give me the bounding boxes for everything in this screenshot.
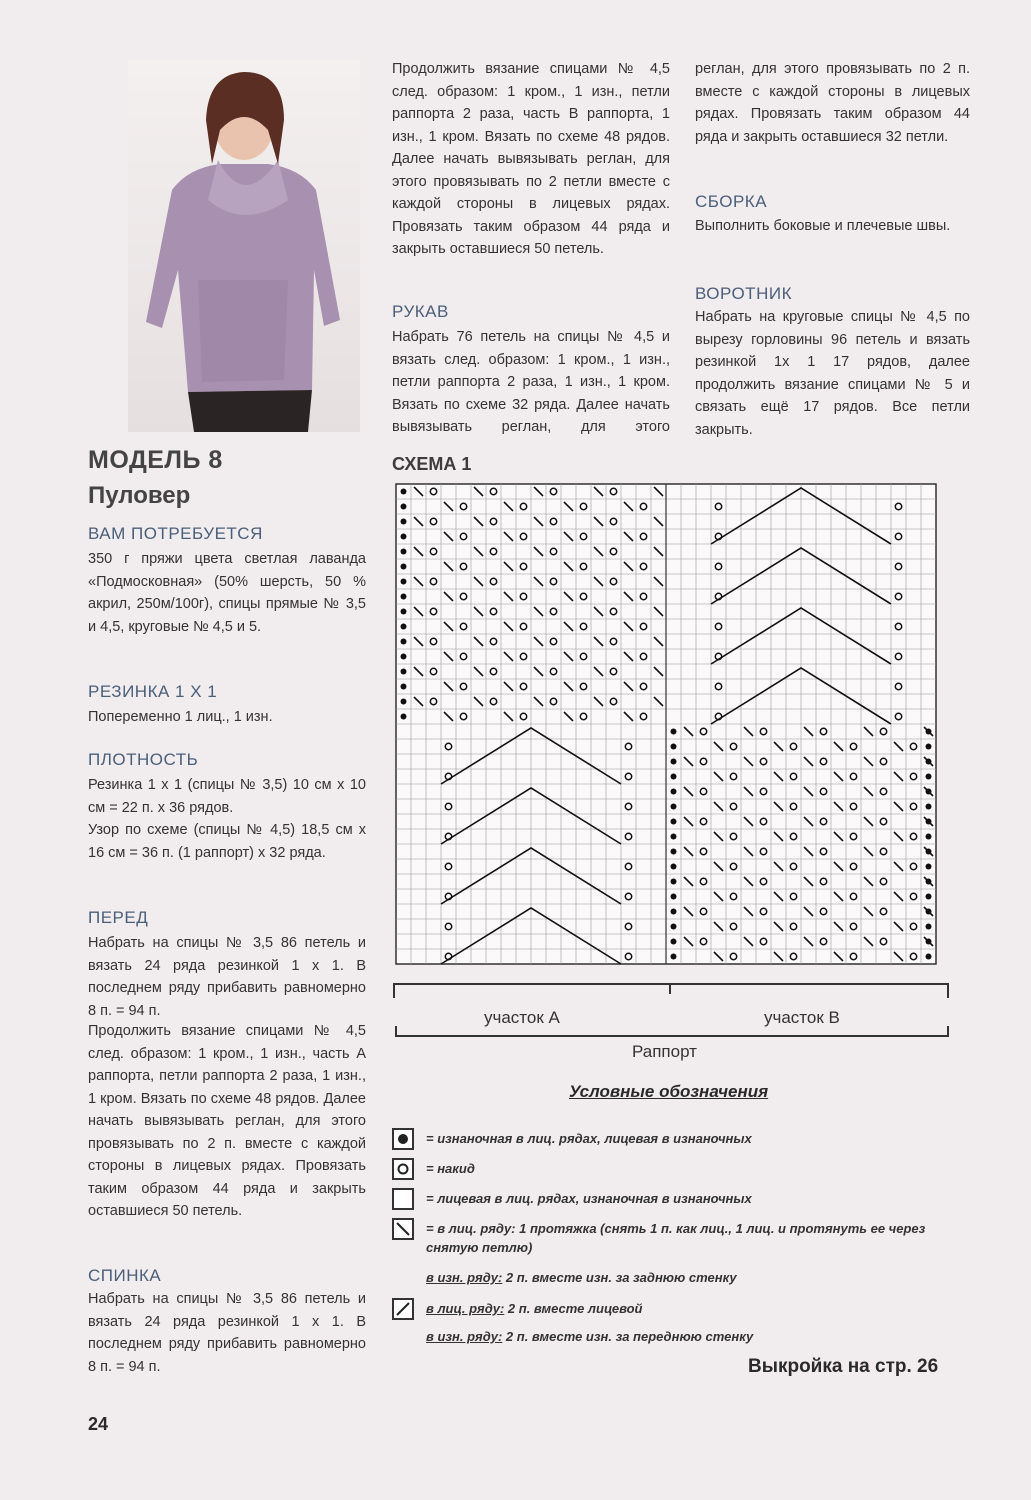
- schema-title: СХЕМА 1: [392, 454, 472, 474]
- materials-heading: ВАМ ПОТРЕБУЕТСЯ: [88, 524, 263, 543]
- purl-stitch: [401, 594, 407, 600]
- purl-stitch: [671, 864, 677, 870]
- purl-stitch: [401, 654, 407, 660]
- purl-stitch: [926, 924, 932, 930]
- purl-stitch: [671, 759, 677, 765]
- legend-purl: [392, 1128, 982, 1152]
- density-text-1: Резинка 1 х 1 (спицы № 3,5) 10 см х 10 см = 22 п. х 36 рядов.: [88, 777, 366, 816]
- materials-text: 350 г пряжи цвета светлая лаванда «Подмосковная» (50% шерсть, 50 % акрил, 250м/100г), спицы прямые № 3,5 и 4,5, круговые № 4,5 и 5.: [88, 551, 366, 635]
- purl-stitch: [671, 909, 677, 915]
- purl-stitch: [926, 804, 932, 810]
- purl-stitch: [401, 609, 407, 615]
- purl-stitch: [671, 774, 677, 780]
- legend-ssk-text-1: = в лиц. ряду: 1 протяжка (снять 1 п. как лиц., 1 лиц. и протянуть ее через снятую петлю): [426, 1221, 926, 1255]
- back-text-1: Набрать на спицы № 3,5 86 петель и вязать 24 ряда резинкой 1 х 1. В последнем ряду прибавить равномерно 8 п. = 94 п.: [88, 1291, 366, 1375]
- legend-ssk-line-2: [426, 1268, 976, 1287]
- legend-knit: [392, 1188, 982, 1212]
- sleeve-text-part2: реглан, для этого провязывать по 2 п. вместе с каждой стороны в лицевых рядах. Провязать таким образом 44 ряда и закрыть оставшиеся 32 петли.: [695, 61, 970, 145]
- purl-stitch: [401, 519, 407, 525]
- purl-stitch: [926, 819, 932, 825]
- purl-stitch: [926, 774, 932, 780]
- purl-stitch: [671, 894, 677, 900]
- knitting-chart: [392, 480, 940, 976]
- pattern-reference: Выкройка на стр. 26: [748, 1356, 939, 1377]
- collar-text: Набрать на круговые спицы № 4,5 по вырезу горловины 96 петель и вязать резинкой 1х 1 17 рядов, далее продолжить вязание спицами № 5 и связать ещё 17 рядов. Все петли закрыть.: [695, 309, 970, 438]
- purl-stitch: [926, 909, 932, 915]
- legend-ssk-text-2: 2 п. вместе изн. за заднюю стенку: [502, 1270, 737, 1285]
- section-b-label: участок В: [764, 1008, 840, 1027]
- purl-stitch: [401, 564, 407, 570]
- purl-stitch: [671, 804, 677, 810]
- legend-ssk: [392, 1218, 982, 1290]
- purl-stitch: [401, 549, 407, 555]
- legend-k2tog: [392, 1298, 982, 1350]
- density-text-2: Узор по схеме (спицы № 4,5) 18,5 см х 16 см = 36 п. (1 раппорт) х 32 ряда.: [88, 822, 366, 861]
- legend-ssk-prefix: в изн. ряду:: [426, 1270, 503, 1285]
- purl-stitch: [926, 864, 932, 870]
- purl-stitch: [401, 669, 407, 675]
- rib-text: Попеременно 1 лиц., 1 изн.: [88, 709, 273, 725]
- knit-symbol-icon: [392, 1188, 414, 1210]
- purl-stitch: [671, 849, 677, 855]
- purl-stitch: [401, 504, 407, 510]
- legend-purl-text: = изнаночная в лиц. рядах, лицевая в изнаночных: [426, 1131, 752, 1146]
- purl-stitch: [671, 879, 677, 885]
- legend-yarn-over-text: = накид: [426, 1161, 475, 1176]
- purl-stitch: [926, 954, 932, 960]
- front-text-2: Продолжить вязание спицами № 4,5 след. образом: 1 кром., 1 изн., часть А раппорта, петли раппорта 2 раза, 1 изн., 1 кром. Вязать по схеме 48 рядов. Далее начать вывязывать реглан, для этого провязывать по 2 п. вместе с каждой стороны в лицевых рядах. Провязать таким образом 44 ряда и закрыть оставшиеся 50 петель.: [88, 1023, 366, 1219]
- legend-k2tog-line-2: [426, 1327, 976, 1346]
- model-title: МОДЕЛЬ 8: [88, 446, 223, 474]
- legend-k2tog-prefix: в лиц. ряду:: [426, 1301, 505, 1316]
- purl-stitch: [926, 744, 932, 750]
- model-subtitle: Пуловер: [88, 482, 191, 509]
- purl-stitch: [926, 834, 932, 840]
- rib-heading: РЕЗИНКА 1 X 1: [88, 682, 218, 701]
- sleeve-text-part1: Набрать 76 петель на спицы № 4,5 и вязать след. образом: 1 кром., 1 изн., петли раппорта 2 раза, 1 изн., 1 кром. Вязать по схеме 32 ряда. Далее начать вывязывать реглан, для этого: [392, 329, 670, 435]
- legend-k2tog-line-1: [426, 1299, 976, 1318]
- legend-yarn-over: [392, 1158, 982, 1182]
- purl-stitch: [401, 489, 407, 495]
- purl-stitch: [671, 789, 677, 795]
- purl-stitch: [671, 954, 677, 960]
- purl-stitch: [401, 684, 407, 690]
- purl-stitch: [926, 729, 932, 735]
- purl-stitch: [401, 579, 407, 585]
- purl-stitch: [671, 819, 677, 825]
- purl-stitch: [926, 849, 932, 855]
- legend-knit-text: = лицевая в лиц. рядах, изнаночная в изнаночных: [426, 1191, 752, 1206]
- legend-k2tog-text-2: 2 п. вместе изн. за переднюю стенку: [502, 1329, 754, 1344]
- front-text-1: Набрать на спицы № 3,5 86 петель и вязать 24 ряда резинкой 1 х 1. В последнем ряду прибавить равномерно 8 п. = 94 п.: [88, 935, 366, 1019]
- purl-stitch: [671, 744, 677, 750]
- front-heading: ПЕРЕД: [88, 908, 149, 927]
- purl-stitch: [926, 879, 932, 885]
- section-brace: [392, 980, 954, 1000]
- back-heading: СПИНКА: [88, 1266, 162, 1285]
- assembly-heading: СБОРКА: [695, 192, 768, 211]
- purl-symbol-icon: [392, 1128, 414, 1150]
- ssk-symbol-icon: [392, 1218, 414, 1240]
- purl-stitch: [401, 624, 407, 630]
- purl-stitch: [926, 789, 932, 795]
- legend-k2tog-text-1: 2 п. вместе лицевой: [504, 1301, 643, 1316]
- legend-title: Условные обозначения: [569, 1082, 769, 1101]
- section-a-label: участок А: [484, 1008, 560, 1027]
- purl-stitch: [926, 894, 932, 900]
- purl-stitch: [671, 939, 677, 945]
- purl-stitch: [401, 534, 407, 540]
- model-photo: [128, 60, 360, 432]
- purl-stitch: [401, 699, 407, 705]
- collar-heading: ВОРОТНИК: [695, 284, 792, 303]
- back-text-2: Продолжить вязание спицами № 4,5 след. образом: 1 кром., 1 изн., петли раппорта 2 раза, часть В раппорта, 1 изн., 1 кром. Вязать по схеме 48 рядов. Далее начать вывязывать реглан, для этого провязывать по 2 петли вместе с каждой стороны в лицевых рядах. Провязать таким образом 44 ряда и закрыть оставшиеся 50 петель.: [392, 61, 670, 257]
- purl-stitch: [671, 729, 677, 735]
- k2tog-symbol-icon: [392, 1298, 414, 1320]
- legend-k2tog-prefix-2: в изн. ряду:: [426, 1329, 503, 1344]
- yarn-over-symbol-icon: [392, 1158, 414, 1180]
- purl-stitch: [926, 759, 932, 765]
- purl-stitch: [671, 924, 677, 930]
- purl-stitch: [671, 834, 677, 840]
- repeat-label: Раппорт: [632, 1042, 697, 1061]
- assembly-text: Выполнить боковые и плечевые швы.: [695, 218, 951, 234]
- chart-grid: [392, 480, 940, 976]
- purl-stitch: [926, 939, 932, 945]
- purl-stitch: [401, 639, 407, 645]
- repeat-brace: [392, 1020, 954, 1040]
- density-heading: ПЛОТНОСТЬ: [88, 750, 199, 769]
- sleeve-heading: РУКАВ: [392, 302, 449, 321]
- purl-stitch: [401, 714, 407, 720]
- page-number: 24: [88, 1414, 109, 1434]
